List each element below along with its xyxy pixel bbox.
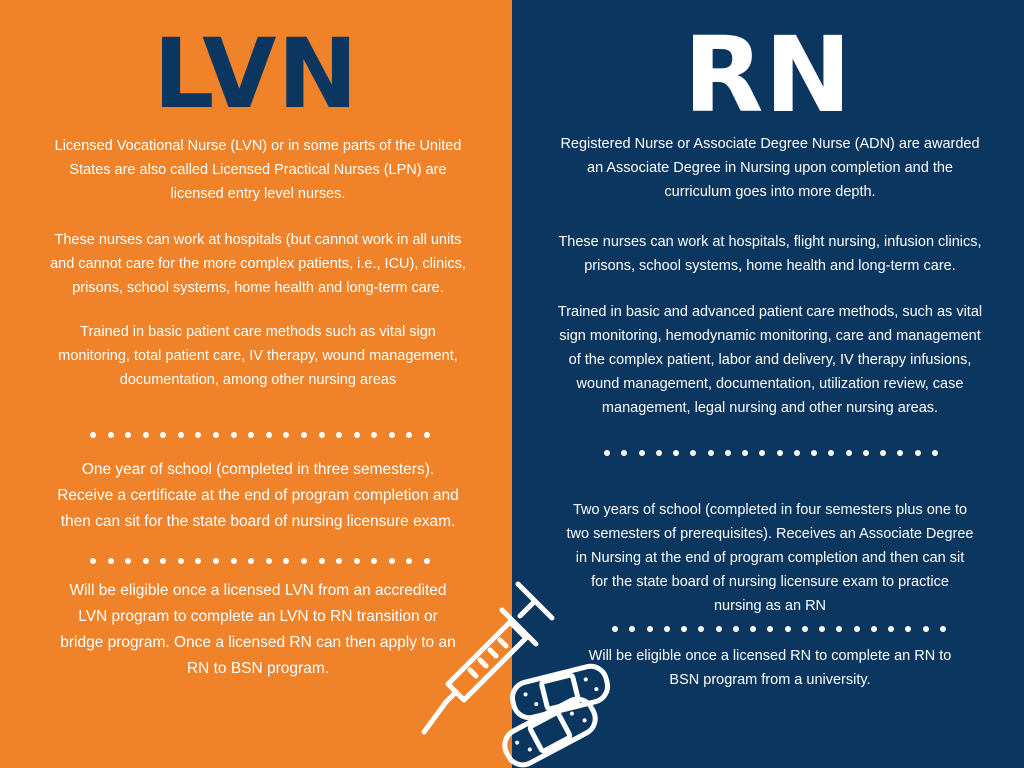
lvn-training: Trained in basic patient care methods such as vital sign monitoring, total patient care, IV therapy, wound management, documentation, among other nursing areas [58,324,458,388]
lvn-divider-2 [90,558,430,564]
lvn-divider-1 [90,432,430,438]
lvn-intro: Licensed Vocational Nurse (LVN) or in some parts of the United States are also called Licensed Practical Nurses (LPN) are licensed entry level nurses. [54,138,462,202]
rn-title: RN [683,14,853,136]
rn-intro: Registered Nurse or Associate Degree Nurse (ADN) are awarded an Associate Degree in Nursing upon completion and the curriculum goes into more depth. [560,136,980,200]
syringe-icon [424,584,552,732]
lvn-title: LVN [153,18,359,130]
syringe-bandage-illustration [410,560,630,768]
rn-training: Trained in basic and advanced patient care methods, such as vital sign monitoring, hemodynamic monitoring, care and management of the complex patient, labor and delivery, IV therapy infusions, wound management, documentation, utilization review, case management, legal nursing and other nursing areas. [557,304,983,416]
lvn-school: One year of school (completed in three semesters). Receive a certificate at the end of program completion and then can sit for the state board of nursing licensure exam. [57,461,459,530]
rn-divider-1 [604,450,938,456]
rn-work: These nurses can work at hospitals, flight nursing, infusion clinics, prisons, school systems, home health and long-term care. [558,234,982,274]
rn-school: Two years of school (completed in four semesters plus one to two semesters of prerequisites). Receives an Associate Degree in Nursing at the end of program completion and then can sit for the state board of nursing licensure exam to practice nursing as an RN [566,502,974,614]
bandage-icon [499,663,611,768]
rn-divider-2 [612,626,946,632]
lvn-eligibility: Will be eligible once a licensed LVN from an accredited LVN program to complete an LVN to RN transition or bridge program. Once a licensed RN can then apply to an RN to BSN program. [60,582,456,677]
lvn-work: These nurses can work at hospitals (but cannot work in all units and cannot care for the more complex patients, i.e., ICU), clinics, prisons, school systems, home health and long-term care. [50,232,466,296]
rn-eligibility: Will be eligible once a licensed RN to complete an RN to BSN program from a university. [588,648,952,688]
